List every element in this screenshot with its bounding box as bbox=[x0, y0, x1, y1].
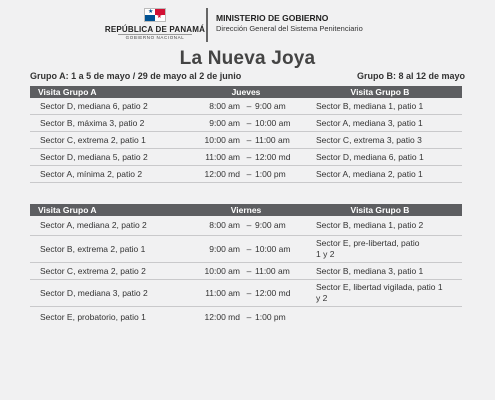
time-from: 12:00 md bbox=[204, 312, 240, 322]
day-header: Jueves bbox=[231, 87, 261, 97]
time-from: 10:00 am bbox=[204, 266, 240, 276]
republic-title: REPÚBLICA DE PANAMÁ bbox=[104, 25, 206, 34]
table-row bbox=[30, 166, 462, 183]
group-a-cell: Sector D, mediana 6, patio 2 bbox=[40, 101, 148, 111]
time-to: 10:00 am bbox=[255, 244, 291, 254]
time-dash: – bbox=[246, 135, 252, 145]
group-a-cell: Sector B, extrema 2, patio 1 bbox=[40, 244, 146, 254]
time-dash: – bbox=[246, 266, 252, 276]
group-a-cell: Sector C, extrema 2, patio 1 bbox=[40, 135, 146, 145]
group-b-cell: Sector B, mediana 1, patio 2 bbox=[316, 220, 424, 230]
grupo-b-dates: Grupo B: 8 al 12 de mayo bbox=[356, 71, 465, 81]
page-title: La Nueva Joya bbox=[179, 48, 316, 69]
grupo-a-dates: Grupo A: 1 a 5 de mayo / 29 de mayo al 2 de junio bbox=[30, 71, 242, 81]
col-a-header: Visita Grupo A bbox=[38, 205, 97, 215]
time-to: 10:00 am bbox=[255, 118, 291, 128]
time-dash: – bbox=[246, 288, 252, 298]
time-from: 10:00 am bbox=[204, 135, 240, 145]
group-a-cell: Sector E, probatorio, patio 1 bbox=[40, 312, 146, 322]
time-dash: – bbox=[246, 169, 252, 179]
time-from: 8:00 am bbox=[209, 220, 240, 230]
table-row bbox=[30, 98, 462, 115]
time-from: 11:00 am bbox=[205, 288, 240, 298]
time-dash: – bbox=[246, 220, 252, 230]
group-b-cell: Sector C, extrema 3, patio 3 bbox=[316, 135, 422, 145]
table-row bbox=[30, 307, 462, 329]
time-from: 11:00 am bbox=[205, 152, 240, 162]
time-to: 9:00 am bbox=[255, 101, 286, 111]
group-b-cell: Sector D, mediana 6, patio 1 bbox=[316, 152, 424, 162]
group-b-cell: Sector E, pre-libertad, patio 1 y 2 bbox=[316, 238, 420, 259]
time-dash: – bbox=[246, 152, 252, 162]
panama-flag-icon: ★ ★ bbox=[144, 8, 166, 22]
group-b-cell: Sector E, libertad vigilada, patio 1 y 2 bbox=[316, 282, 443, 303]
time-to: 1:00 pm bbox=[255, 312, 286, 322]
day-header: Viernes bbox=[230, 205, 262, 215]
group-a-cell: Sector D, mediana 5, patio 2 bbox=[40, 152, 148, 162]
group-a-cell: Sector C, extrema 2, patio 2 bbox=[40, 266, 146, 276]
col-a-header: Visita Grupo A bbox=[38, 87, 97, 97]
time-dash: – bbox=[246, 101, 252, 111]
group-b-cell: Sector B, mediana 3, patio 1 bbox=[316, 266, 424, 276]
time-from: 8:00 am bbox=[209, 101, 240, 111]
group-a-cell: Sector D, mediana 3, patio 2 bbox=[40, 288, 148, 298]
group-a-cell: Sector A, mínima 2, patio 2 bbox=[40, 169, 143, 179]
group-b-cell: Sector A, mediana 3, patio 1 bbox=[316, 118, 423, 128]
time-from: 9:00 am bbox=[209, 244, 240, 254]
time-dash: – bbox=[246, 118, 252, 128]
group-b-cell: Sector A, mediana 2, patio 1 bbox=[316, 169, 423, 179]
table-row bbox=[30, 115, 462, 132]
time-from: 9:00 am bbox=[209, 118, 240, 128]
ministry-title: MINISTERIO DE GOBIERNO bbox=[216, 13, 329, 23]
time-dash: – bbox=[246, 312, 252, 322]
schedule-table-jueves bbox=[30, 86, 462, 183]
time-from: 12:00 md bbox=[204, 169, 240, 179]
header-divider bbox=[206, 8, 208, 42]
table-row bbox=[30, 149, 462, 166]
time-to: 9:00 am bbox=[255, 220, 286, 230]
table-header bbox=[30, 86, 462, 98]
time-to: 11:00 am bbox=[255, 266, 290, 276]
page-header bbox=[0, 0, 495, 48]
time-dash: – bbox=[246, 244, 252, 254]
ministry-subtitle: Dirección General del Sistema Penitenciario bbox=[216, 24, 363, 33]
time-to: 12:00 md bbox=[255, 152, 291, 162]
col-b-header: Visita Grupo B bbox=[350, 205, 410, 215]
table-row bbox=[30, 132, 462, 149]
group-a-cell: Sector A, mediana 2, patio 2 bbox=[40, 220, 147, 230]
time-to: 1:00 pm bbox=[255, 169, 286, 179]
table-row bbox=[30, 280, 462, 307]
table-row bbox=[30, 216, 462, 236]
schedule-table-viernes bbox=[30, 204, 462, 329]
table-row bbox=[30, 236, 462, 263]
table-row bbox=[30, 263, 462, 280]
republic-subtitle: GOBIERNO NACIONAL bbox=[125, 35, 185, 40]
time-to: 12:00 md bbox=[255, 288, 291, 298]
group-b-cell: Sector B, mediana 1, patio 1 bbox=[316, 101, 424, 111]
table-header bbox=[30, 204, 462, 216]
group-a-cell: Sector B, máxima 3, patio 2 bbox=[40, 118, 145, 128]
col-b-header: Visita Grupo B bbox=[350, 87, 410, 97]
time-to: 11:00 am bbox=[255, 135, 290, 145]
